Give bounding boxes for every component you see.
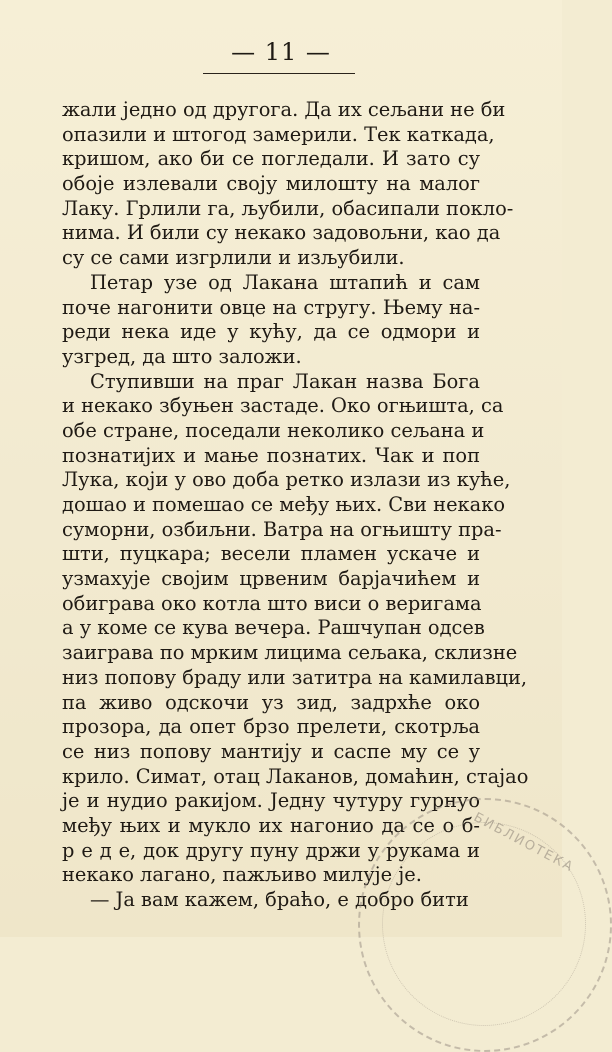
text-line: Петар узе од Лакана штапић и сам <box>90 270 480 294</box>
text-line: се низ попову мантију и саспе му се у <box>62 739 480 763</box>
text-line: заиграва по мрким лицима сељака, склизне <box>62 641 518 665</box>
text-line: међу њих и мукло их нагонио да се о б- <box>62 813 480 837</box>
text-line: су се сами изгрлили и изљубили. <box>62 246 405 270</box>
library-stamp-text: БИБЛИОТЕКА <box>470 810 577 876</box>
text-line: — Ја вам кажем, браћо, е добро бити <box>90 888 469 911</box>
text-line: дошао и помешао се међу њих. Сви некако <box>62 493 506 516</box>
text-line: Лаку. Грлили га, љубили, обасипали покло- <box>62 196 514 220</box>
text-line: прозора, да опет брзо прелети, скотрља <box>62 715 480 739</box>
text-line: кришом, ако би се погледали. И зато су <box>62 147 480 171</box>
text-line: опазили и штогод замерили. Тек каткада, <box>62 122 495 146</box>
text-line: и некако збуњен застаде. Око огњишта, са <box>62 394 504 418</box>
text-line: низ попову браду или затитра на камилавци, <box>62 665 528 689</box>
text-line: некако лагано, пажљиво милује је. <box>62 863 422 887</box>
text-line: обиграва око котла што виси о веригама <box>62 591 482 615</box>
text-line: суморни, озбиљни. Ватра на огњишту пра- <box>62 517 502 541</box>
text-line: Ступивши на праг Лакан назва Бога <box>90 369 480 393</box>
text-line: обоје излевали своју милошту на малог <box>62 172 480 196</box>
text-line: поче нагонити овце на стругу. Њему на- <box>62 295 480 319</box>
text-line: узгред, да што заложи. <box>62 344 302 368</box>
text-line: је и нудио ракијом. Једну чутуру гурнуо <box>62 789 480 813</box>
text-line: Лука, који у ово доба ретко излази из куће, <box>62 468 511 492</box>
text-line: жали једно од другога. Да их сељани не би <box>62 98 506 121</box>
text-line: познатијих и мање познатих. Чак и поп <box>62 443 480 467</box>
text-line: па живо одскочи уз зид, задрхће око <box>62 690 480 714</box>
text-line: шти, пуцкара; весели пламен ускаче и <box>62 542 480 566</box>
text-line: р е д е, док другу пуну држи у рукама и <box>62 838 480 862</box>
text-line: крило. Симат, отац Лаканов, домаћин, стајао <box>62 764 529 788</box>
text-line: узмахује својим црвеним барјачићем и <box>62 567 480 591</box>
page-number: — 11 — <box>231 38 331 66</box>
text-line: нима. И били су некако задовољни, као да <box>62 221 501 245</box>
page-number-rule <box>203 73 355 74</box>
text-line: а у коме се кува вечера. Рашчупан одсев <box>62 616 485 640</box>
text-line: реди нека иде у кућу, да се одмори и <box>62 320 480 344</box>
text-line: обе стране, поседали неколико сељана и <box>62 418 485 442</box>
